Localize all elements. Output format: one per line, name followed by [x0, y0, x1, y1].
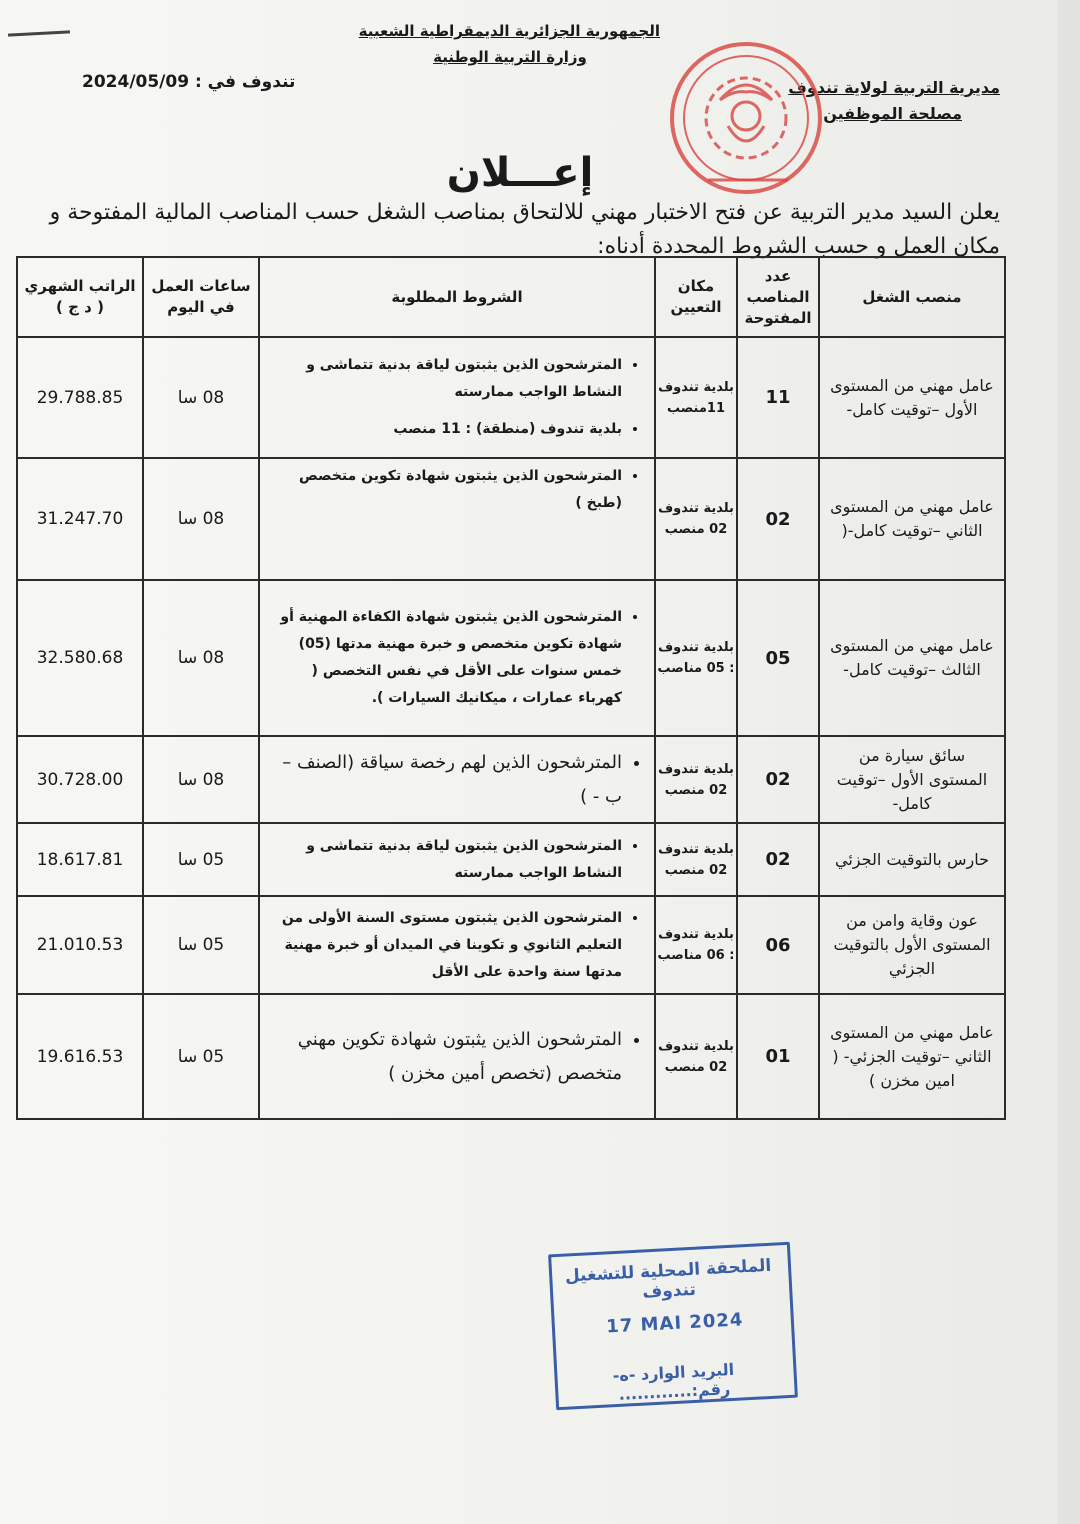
date-line — [82, 72, 295, 92]
positions-table — [16, 256, 1006, 1120]
conditions-cell — [259, 337, 655, 458]
announcement-title: إعـــلان — [446, 150, 594, 196]
location-cell: بلدية تندوف 02 منصب — [655, 458, 737, 580]
condition-item: • المترشحون الذين لهم رخصة سياقة (الصنف – ب - ) — [270, 746, 622, 814]
table-header-row — [17, 257, 1005, 337]
ministry-heading: وزارة التربية الوطنية — [433, 48, 587, 66]
date-value: 2024/05/09 — [82, 72, 190, 92]
salary-cell: 29.788.85 — [17, 337, 143, 458]
condition-item: • المترشحون الذين يثبتون لياقة بدنية تتماشى و النشاط الواجب ممارسته — [270, 833, 622, 887]
location-cell: بلدية تندوف 02 منصب — [655, 823, 737, 896]
location-cell: بلدية تندوف : 05 مناصب — [655, 580, 737, 736]
salary-cell: 21.010.53 — [17, 896, 143, 994]
table-row — [17, 337, 1005, 458]
condition-item: • المترشحون الذين يثبتون شهادة تكوين مهني متخصص (تخصص أمين مخزن ) — [270, 1023, 622, 1091]
header-conditions: الشروط المطلوبة — [259, 257, 655, 337]
stamp-office: الملحقة المحلية للتشغيل تندوف — [564, 1255, 772, 1303]
condition-item: • المترشحون الذين يثبتون مستوى السنة الأولى من التعليم الثانوي و تكوينا في الميدان أو خبرة مهنية مدتها سنة واحدة على الأقل — [270, 905, 622, 986]
count-cell: 02 — [737, 458, 819, 580]
table-row — [17, 896, 1005, 994]
salary-cell: 30.728.00 — [17, 736, 143, 823]
header-position: منصب الشغل — [819, 257, 1005, 337]
hours-cell: 05 سا — [143, 994, 259, 1119]
header-count: عدد المناصب المفتوحة — [737, 257, 819, 337]
table-row — [17, 994, 1005, 1119]
table-row — [17, 736, 1005, 823]
count-cell: 11 — [737, 337, 819, 458]
position-cell: عامل مهني من المستوى الثاني –توقيت كامل-( — [819, 458, 1005, 580]
stamp-date: 17 MAI 2024 — [605, 1309, 744, 1338]
count-cell: 02 — [737, 823, 819, 896]
table-row — [17, 823, 1005, 896]
count-cell: 05 — [737, 580, 819, 736]
stamp-register: البريد الوارد -ه- رقم:............ — [612, 1359, 735, 1404]
conditions-cell — [259, 823, 655, 896]
position-cell: عامل مهني من المستوى الأول –توقيت كامل- — [819, 337, 1005, 458]
conditions-cell — [259, 896, 655, 994]
position-cell: عامل مهني من المستوى الثالث –توقيت كامل- — [819, 580, 1005, 736]
salary-cell: 32.580.68 — [17, 580, 143, 736]
received-stamp — [548, 1242, 798, 1410]
location-cell: بلدية تندوف : 06 مناصب — [655, 896, 737, 994]
hours-cell: 08 سا — [143, 580, 259, 736]
salary-cell: 19.616.53 — [17, 994, 143, 1119]
location-cell: بلدية تندوف 02 منصب — [655, 994, 737, 1119]
hours-cell: 08 سا — [143, 736, 259, 823]
conditions-cell — [259, 458, 655, 580]
conditions-cell — [259, 736, 655, 823]
table-row — [17, 458, 1005, 580]
republic-heading: الجمهورية الجزائرية الديمقراطية الشعبية — [358, 22, 660, 40]
count-cell: 06 — [737, 896, 819, 994]
count-cell: 01 — [737, 994, 819, 1119]
directorate-heading: مديرية التربية لولاية تندوف — [788, 78, 1000, 97]
service-heading: مصلحة الموظفين — [823, 104, 962, 123]
salary-cell: 18.617.81 — [17, 823, 143, 896]
header-salary: الراتب الشهري ( د ج ) — [17, 257, 143, 337]
announcement-intro: يعلن السيد مدير التربية عن فتح الاختبار مهني للالتحاق بمناصب الشغل حسب المناصب المالية المفتوحة و مكان العمل و حسب الشروط المحددة أدناه: — [49, 200, 1000, 259]
condition-item: • المترشحون الذين يثبتون لياقة بدنية تتماشى و النشاط الواجب ممارسته — [270, 352, 622, 406]
location-cell: بلدية تندوف 02 منصب — [655, 736, 737, 823]
conditions-cell — [259, 580, 655, 736]
header-hours: ساعات العمل في اليوم — [143, 257, 259, 337]
hours-cell: 05 سا — [143, 896, 259, 994]
hours-cell: 05 سا — [143, 823, 259, 896]
official-seal-icon — [648, 30, 840, 202]
location-cell: بلدية تندوف 11منصب — [655, 337, 737, 458]
date-label: تندوف في : — [194, 72, 296, 92]
page-edge — [1058, 0, 1080, 1524]
condition-item: • المترشحون الذين يثبتون شهادة الكفاءة المهنية أو شهادة تكوين متخصص و خبرة مهنية مدتها (05) خمس سنوات على الأقل في نفس التخصص ( كهرباء عمارات ، ميكانيك السيارات ). — [270, 604, 622, 712]
condition-item: • بلدية تندوف (منطقة) : 11 منصب — [270, 416, 622, 443]
position-cell: عامل مهني من المستوى الثاني –توقيت الجزئي- ( امين مخزن ) — [819, 994, 1005, 1119]
position-cell: عون وقاية وامن من المستوى الأول بالتوقيت الجزئي — [819, 896, 1005, 994]
header-location: مكان التعيين — [655, 257, 737, 337]
salary-cell: 31.247.70 — [17, 458, 143, 580]
position-cell: سائق سيارة من المستوى الأول –توقيت كامل- — [819, 736, 1005, 823]
table-row — [17, 580, 1005, 736]
count-cell: 02 — [737, 736, 819, 823]
hours-cell: 08 سا — [143, 337, 259, 458]
hours-cell: 08 سا — [143, 458, 259, 580]
condition-item: • المترشحون الذين يثبتون شهادة تكوين متخصص (طبخ ) — [270, 463, 622, 517]
position-cell: حارس بالتوقيت الجزئي — [819, 823, 1005, 896]
conditions-cell — [259, 994, 655, 1119]
